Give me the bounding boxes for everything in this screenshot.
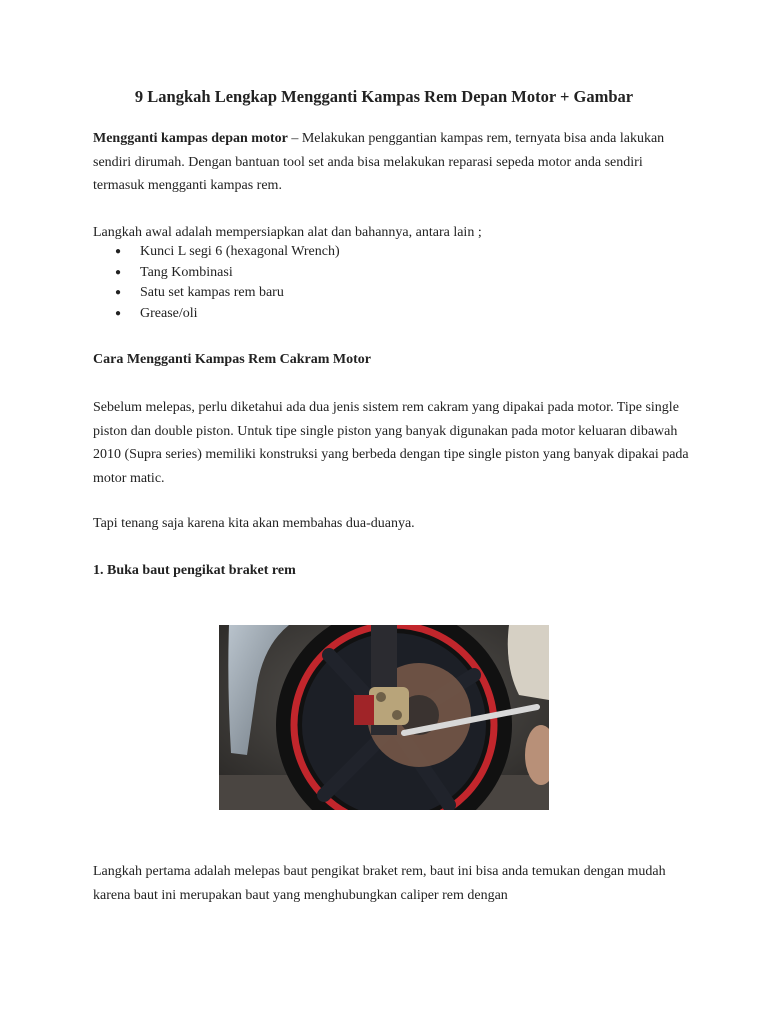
tools-list: [93, 242, 340, 324]
intro-paragraph: [93, 127, 693, 198]
bullet-icon: ●: [115, 246, 122, 257]
paragraph-brake-types: Sebelum melepas, perlu diketahui ada dua jenis sistem rem cakram yang dipakai pada motor. Tipe single piston dan double piston. Untuk tipe single piston yang banyak digunakan pada motor keluaran dibawah 2010 (Supra series) memiliki konstruksi yang berbeda dengan tipe single piston yang banyak dipakai pada motor matic.: [93, 400, 689, 486]
step-1-heading: 1. Buka baut pengikat braket rem: [93, 563, 296, 578]
paragraph-step-1: Langkah pertama adalah melepas baut pengikat braket rem, baut ini bisa anda temukan dengan mudah karena baut ini merupakan baut yang menghubungkan caliper rem dengan: [93, 864, 666, 903]
bullet-icon: ●: [115, 287, 122, 298]
document-title: 9 Langkah Lengkap Mengganti Kampas Rem Depan Motor + Gambar: [134, 87, 634, 106]
intro-bold-lead: Mengganti kampas depan motor: [93, 131, 288, 146]
list-item: ● Tang Kombinasi: [93, 263, 340, 284]
intro-text: – Melakukan penggantian kampas rem, ternyata bisa anda lakukan sendiri dirumah. Dengan bantuan tool set anda bisa melakukan reparasi sepeda motor anda sendiri termasuk mengganti kampas rem.: [93, 131, 665, 193]
list-item: ● Grease/oli: [93, 304, 340, 325]
motorcycle-wheel-image: [219, 625, 549, 810]
paragraph-reassure: Tapi tenang saja karena kita akan membahas dua-duanya.: [93, 516, 415, 531]
list-item: ● Satu set kampas rem baru: [93, 283, 340, 304]
tools-intro: Langkah awal adalah mempersiapkan alat dan bahannya, antara lain ;: [93, 225, 482, 240]
bullet-icon: ●: [115, 266, 122, 278]
section-heading: Cara Mengganti Kampas Rem Cakram Motor: [93, 352, 372, 367]
brake-wheel-photo: [219, 625, 549, 810]
bullet-icon: ●: [115, 307, 122, 319]
list-item: ● Kunci L segi 6 (hexagonal Wrench): [93, 242, 340, 263]
